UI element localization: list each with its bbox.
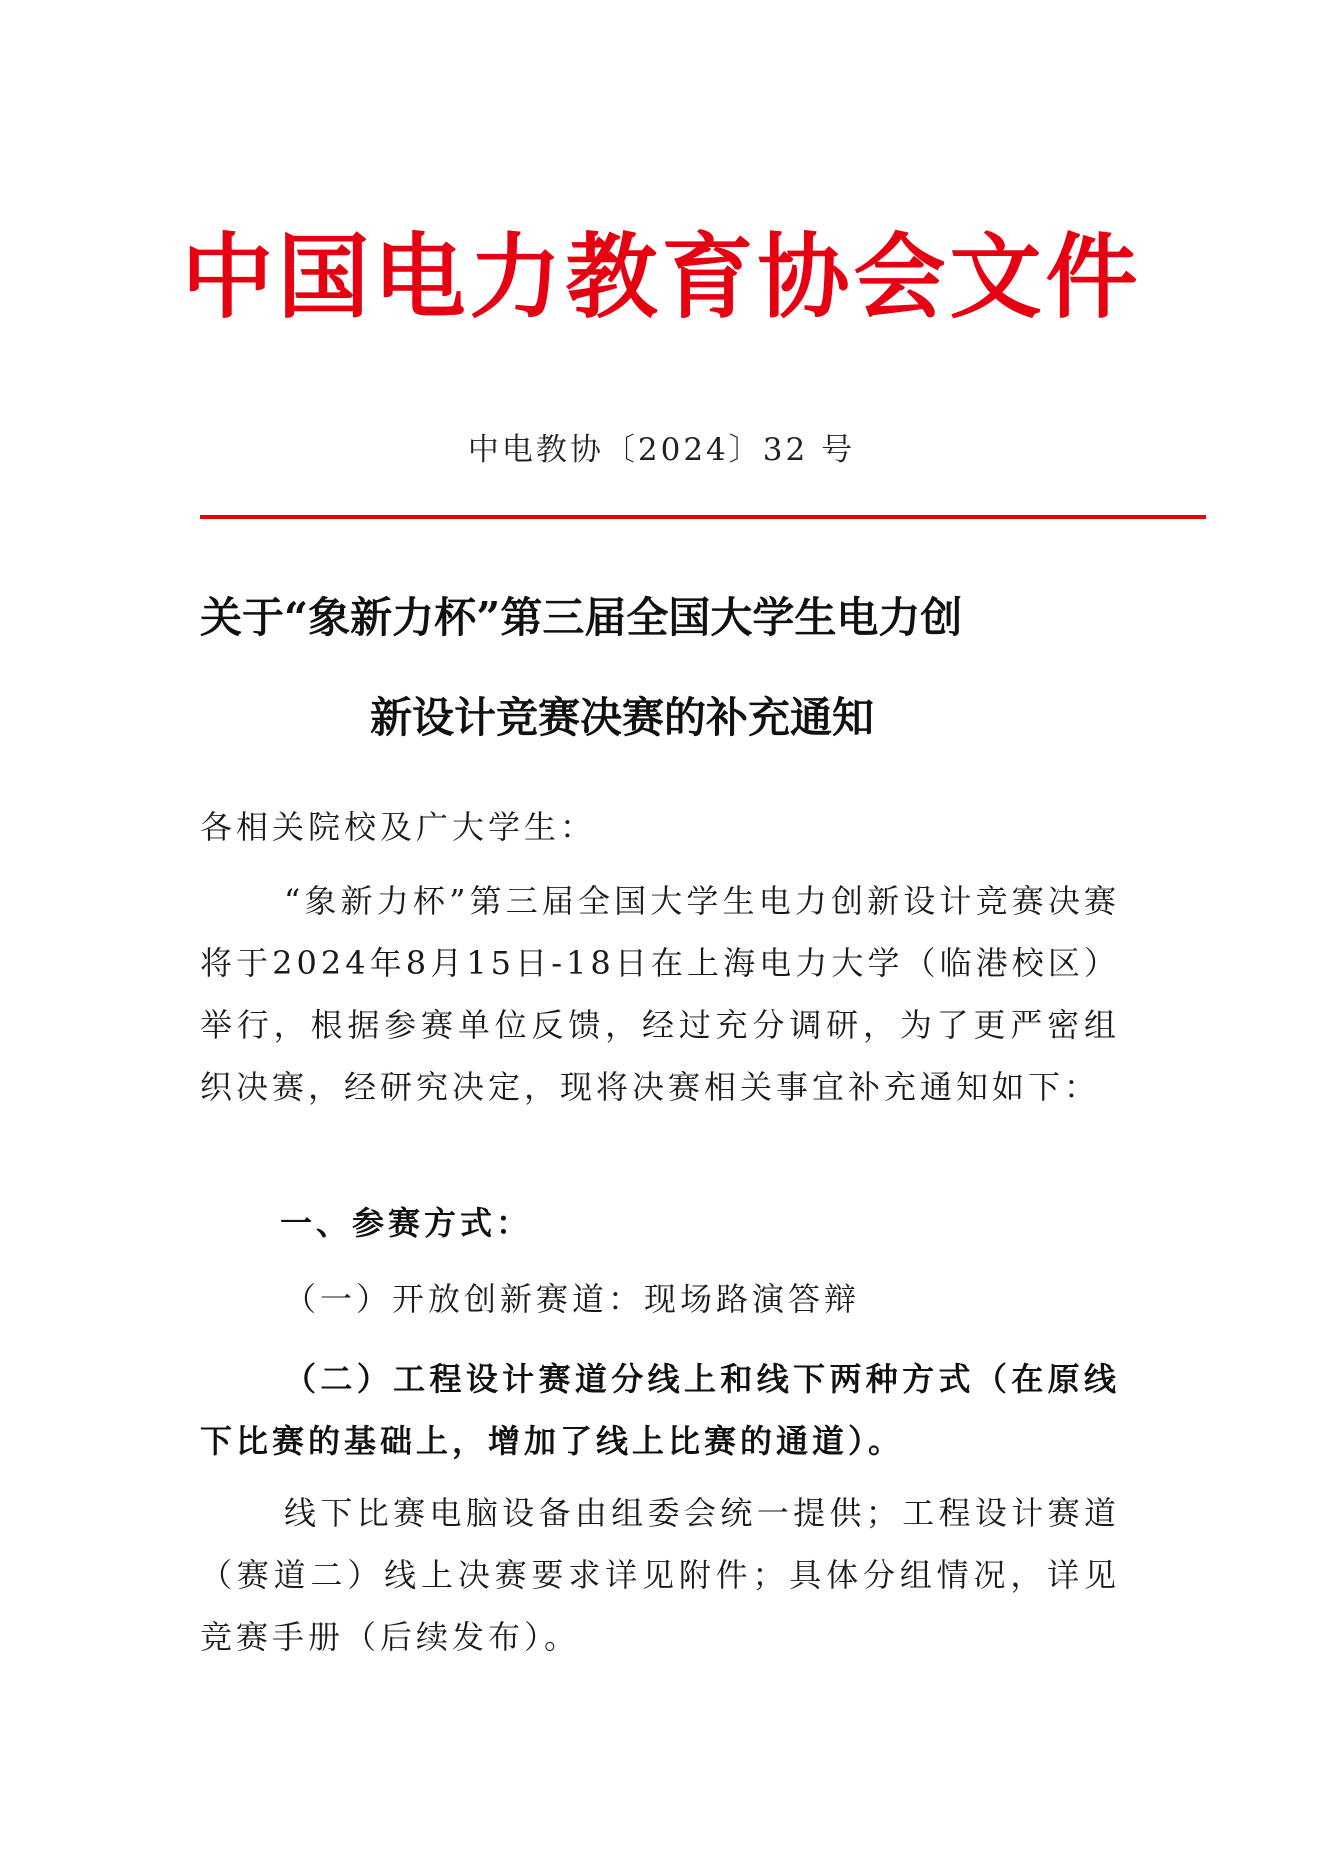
salutation: 各相关院校及广大学生： xyxy=(200,808,597,846)
detail-paragraph: 线下比赛电脑设备由组委会统一提供；工程设计赛道（赛道二）线上决赛要求详见附件；具体分组情况，详见竞赛手册（后续发布）。 xyxy=(200,1494,1120,1656)
item-open-innovation-track: （一）开放创新赛道：现场路演答辩 xyxy=(284,1280,861,1318)
section-heading-participation: 一、参赛方式： xyxy=(280,1204,533,1242)
intro-paragraph: “象新力杯”第三届全国大学生电力创新设计竞赛决赛将于2024年8月15日-18日在上海电力大学（临港校区）举行，根据参赛单位反馈，经过充分调研，为了更严密组织决赛，经研究决定，现将决赛相关事宜补充通知如下： xyxy=(200,882,1120,1106)
organization-header: 中国电力教育协会文件 xyxy=(181,223,1142,331)
red-divider-line xyxy=(200,515,1206,519)
item-engineering-design-track: （二）工程设计赛道分线上和线下两种方式（在原线下比赛的基础上，增加了线上比赛的通道）。 xyxy=(200,1360,1120,1460)
document-number: 中电教协〔2024〕32 号 xyxy=(467,432,856,468)
notice-title-line-1: 关于“象新力杯”第三届全国大学生电力创 xyxy=(200,593,963,642)
notice-title-line-2: 新设计竞赛决赛的补充通知 xyxy=(370,693,875,742)
